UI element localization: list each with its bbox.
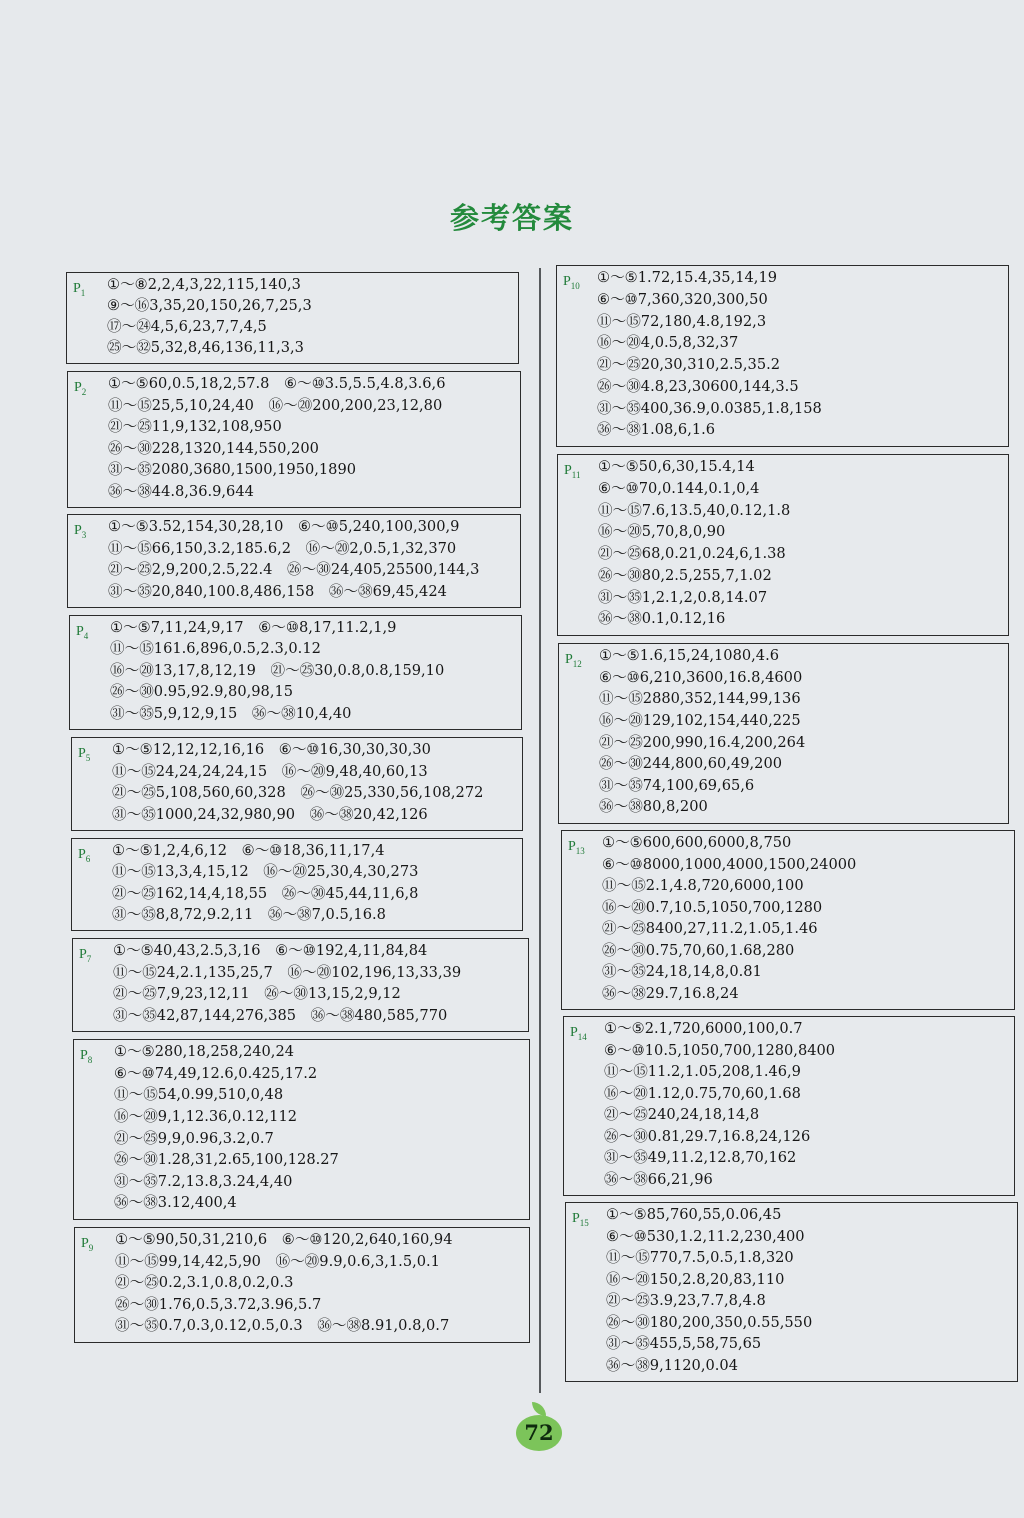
answer-box-p1: [66, 272, 519, 364]
answer-line: ㉛～㉟42,87,144,276,385 ㊱～㊳480,585,770: [113, 1006, 448, 1024]
answer-line: ㉑～㉕200,990,16.4,200,264: [599, 733, 806, 751]
answer-line: ㉑～㉕68,0.21,0.24,6,1.38: [598, 545, 786, 562]
page-ref-number: 6: [85, 853, 91, 864]
answer-line: ㉖～㉚1.76,0.5,3.72,3.96,5.7: [115, 1295, 322, 1313]
page-ref-letter: P: [79, 947, 87, 962]
answer-line: ⑯～⑳9,1,12.36,0.12,112: [114, 1107, 298, 1125]
answer-line: ㉑～㉕162,14,4,18,55 ㉖～㉚45,44,11,6,8: [112, 884, 419, 902]
page-ref-letter: P: [570, 1025, 578, 1040]
answer-line: ㉑～㉕3.9,23,7.7,8,4.8: [606, 1292, 766, 1309]
answer-box-p5: [71, 737, 523, 831]
answer-box-p15: [565, 1202, 1018, 1382]
answer-line: ㊱～㊳9,1120,0.04: [606, 1356, 738, 1374]
answer-line: ㊱～㊳0.1,0.12,16: [598, 610, 726, 628]
answer-line: ①～⑤2.1,720,6000,100,0.7: [604, 1020, 803, 1037]
answer-line: ㊱～㊳66,21,96: [604, 1170, 713, 1188]
page-ref-label: [81, 1236, 93, 1253]
answer-line: ⑥～⑩7,360,320,300,50: [597, 290, 768, 308]
answer-box-p6: [71, 838, 523, 931]
page-ref-number: 7: [86, 953, 92, 964]
answer-line: ⑪～⑮2880,352,144,99,136: [599, 690, 801, 708]
page-ref-letter: P: [76, 624, 84, 639]
page-ref-letter: P: [563, 274, 571, 289]
answer-line: ⑪～⑮24,2.1,135,25,7 ⑯～⑳102,196,13,33,39: [113, 963, 462, 981]
answer-line: ㉛～㉟2080,3680,1500,1950,1890: [108, 461, 357, 478]
answer-line: ㉛～㉟7.2,13.8,3.24,4,40: [114, 1172, 293, 1190]
answer-box-p14: [563, 1016, 1015, 1196]
answer-box-p8: [73, 1039, 530, 1220]
answer-line: ⑥～⑩70,0.144,0.1,0,4: [598, 479, 760, 497]
answer-box-p11: [557, 454, 1009, 636]
page-ref-number: 2: [81, 386, 87, 397]
page-title: 参考答案: [449, 201, 574, 235]
page-ref-label: [564, 463, 580, 480]
answer-line: ㉖～㉚180,200,350,0.55,550: [606, 1313, 813, 1331]
answer-line: ㉑～㉕11,9,132,108,950: [108, 418, 282, 435]
answer-box-p13: [561, 830, 1015, 1010]
answer-line: ㉑～㉕2,9,200,2.5,22.4 ㉖～㉚24,405,25500,144,3: [108, 561, 480, 578]
answer-line: ①～⑤12,12,12,16,16 ⑥～⑩16,30,30,30,30: [112, 741, 431, 758]
answer-line: ⑥～⑩6,210,3600,16.8,4600: [599, 668, 803, 686]
answer-line: ①～⑧2,2,4,3,22,115,140,3: [107, 276, 301, 293]
answer-line: ㉑～㉕9,9,0.96,3.2,0.7: [114, 1129, 274, 1147]
answer-line: ⑪～⑮66,150,3.2,185.6,2 ⑯～⑳2,0.5,1,32,370: [108, 539, 457, 557]
answer-line: ①～⑤90,50,31,210,6 ⑥～⑩120,2,640,160,94: [115, 1231, 453, 1248]
answer-line: ⑪～⑮99,14,42,5,90 ⑯～⑳9.9,0.6,3,1.5,0.1: [115, 1252, 440, 1270]
page-ref-number: 15: [579, 1217, 589, 1228]
page-ref-number: 1: [80, 287, 86, 298]
answer-line: ⑪～⑮13,3,4,15,12 ⑯～⑳25,30,4,30,273: [112, 863, 419, 881]
answer-line: ㉖～㉚228,1320,144,550,200: [108, 439, 319, 457]
page-ref-letter: P: [74, 380, 82, 395]
answer-line: ㉖～㉚0.81,29.7,16.8,24,126: [604, 1127, 811, 1145]
answer-box-p9: [74, 1227, 530, 1343]
page-ref-letter: P: [81, 1236, 89, 1251]
page-ref-label: [74, 380, 86, 397]
answer-line: ⑥～⑩530,1.2,11.2,230,400: [606, 1227, 805, 1245]
page-ref-number: 3: [81, 529, 87, 540]
answer-box-p7: [72, 938, 529, 1032]
page-ref-letter: P: [564, 463, 572, 478]
answer-box-p3: [67, 514, 521, 608]
answer-box-p10: [556, 265, 1009, 447]
page-ref-letter: P: [78, 847, 86, 862]
answer-line: ㊱～㊳44.8,36.9,644: [108, 482, 254, 500]
answer-line: ⑰～㉔4,5,6,23,7,7,4,5: [107, 318, 267, 335]
answer-line: ⑯～⑳4,0.5,8,32,37: [597, 334, 739, 352]
answer-line: ㉖～㉚0.95,92.9,80,98,15: [110, 683, 294, 701]
leaf-icon: [532, 1402, 546, 1416]
page-ref-label: [79, 947, 91, 964]
answer-line: ①～⑤7,11,24,9,17 ⑥～⑩8,17,11.2,1,9: [110, 619, 397, 636]
answer-line: ①～⑤600,600,6000,8,750: [602, 834, 792, 851]
answer-line: ㊱～㊳3.12,400,4: [114, 1194, 237, 1212]
page-ref-letter: P: [572, 1211, 580, 1226]
answer-line: ⑪～⑮24,24,24,24,15 ⑯～⑳9,48,40,60,13: [112, 762, 428, 780]
answer-line: ㉑～㉕240,24,18,14,8: [604, 1106, 760, 1123]
page-ref-label: [565, 652, 582, 669]
page-ref-letter: P: [80, 1048, 88, 1063]
answer-line: ㉕～㉜5,32,8,46,136,11,3,3: [107, 339, 304, 356]
answer-box-p2: [67, 371, 521, 508]
answer-line: ㉛～㉟5,9,12,9,15 ㊱～㊳10,4,40: [110, 704, 352, 722]
answer-line: ㊱～㊳80,8,200: [599, 798, 708, 816]
answer-line: ㉖～㉚244,800,60,49,200: [599, 755, 783, 773]
answer-line: ⑯～⑳0.7,10.5,1050,700,1280: [602, 898, 823, 916]
answer-line: ①～⑤50,6,30,15.4,14: [598, 458, 755, 475]
page-ref-label: [563, 274, 580, 291]
page-ref-number: 11: [571, 469, 581, 480]
answer-line: ㉖～㉚4.8,23,30600,144,3.5: [597, 377, 799, 395]
page-ref-number: 13: [575, 845, 585, 856]
page-ref-number: 4: [83, 630, 89, 641]
answer-line: ⑪～⑮161.6,896,0.5,2.3,0.12: [110, 640, 336, 658]
answer-line: ①～⑤60,0.5,18,2,57.8 ⑥～⑩3.5,5.5,4.8,3.6,6: [108, 375, 446, 392]
answer-line: ㉖～㉚0.75,70,60,1.68,280: [602, 941, 795, 959]
answer-line: ⑯～⑳129,102,154,440,225: [599, 711, 801, 729]
answer-line: ⑯～⑳13,17,8,12,19 ㉑～㉕30,0.8,0.8,159,10: [110, 661, 445, 679]
answer-line: ⑯～⑳1.12,0.75,70,60,1.68: [604, 1084, 801, 1102]
page-ref-number: 10: [570, 280, 580, 291]
page-ref-number: 9: [88, 1242, 94, 1253]
answer-line: ㉖～㉚80,2.5,255,7,1.02: [598, 566, 772, 584]
answer-line: ㉛～㉟1000,24,32,980,90 ㊱～㊳20,42,126: [112, 805, 428, 823]
answer-line: ⑥～⑩10.5,1050,700,1280,8400: [604, 1041, 836, 1059]
answer-line: ㉛～㉟20,840,100.8,486,158 ㊱～㊳69,45,424: [108, 582, 447, 600]
answer-line: ⑯～⑳150,2.8,20,83,110: [606, 1270, 785, 1288]
answer-line: ①～⑤1,2,4,6,12 ⑥～⑩18,36,11,17,4: [112, 842, 385, 859]
page-ref-number: 8: [87, 1054, 93, 1065]
page-number-badge: [510, 1408, 570, 1458]
page-ref-label: [76, 624, 88, 641]
answer-line: ㉑～㉕7,9,23,12,11 ㉖～㉚13,15,2,9,12: [113, 985, 401, 1002]
page-ref-label: [572, 1211, 589, 1228]
answer-line: ①～⑤1.6,15,24,1080,4.6: [599, 647, 780, 664]
answer-line: ①～⑤40,43,2.5,3,16 ⑥～⑩192,4,11,84,84: [113, 942, 428, 959]
page-number: 72: [516, 1415, 562, 1451]
answer-line: ㉛～㉟74,100,69,65,6: [599, 776, 755, 794]
answer-line: ⑪～⑮54,0.99,510,0,48: [114, 1086, 284, 1104]
page-ref-label: [78, 746, 90, 763]
answer-line: ㉛～㉟400,36.9,0.0385,1.8,158: [597, 399, 822, 417]
answer-line: ㉛～㉟455,5,58,75,65: [606, 1335, 762, 1352]
page-ref-letter: P: [565, 652, 573, 667]
answer-line: ㊱～㊳1.08,6,1.6: [597, 421, 716, 439]
page-ref-label: [570, 1025, 587, 1042]
answer-line: ⑪～⑮72,180,4.8,192,3: [597, 312, 767, 330]
answer-line: ㉛～㉟24,18,14,8,0.81: [602, 963, 762, 980]
answer-line: ㉛～㉟0.7,0.3,0.12,0.5,0.3 ㊱～㊳8.91,0.8,0.7: [115, 1317, 450, 1335]
page-ref-letter: P: [74, 523, 82, 538]
answer-line: ⑪～⑮770,7.5,0.5,1.8,320: [606, 1249, 794, 1266]
answer-line: ㉛～㉟49,11.2,12.8,70,162: [604, 1149, 797, 1166]
answer-line: ㉛～㉟8,8,72,9.2,11 ㊱～㊳7,0.5,16.8: [112, 905, 386, 923]
page-ref-letter: P: [73, 281, 81, 296]
answer-line: ①～⑤280,18,258,240,24: [114, 1043, 295, 1060]
page-ref-label: [568, 839, 585, 856]
answer-line: ⑪～⑮7.6,13.5,40,0.12,1.8: [598, 501, 791, 519]
page-ref-label: [73, 281, 85, 298]
answer-line: ㉖～㉚1.28,31,2.65,100,128.27: [114, 1151, 339, 1169]
answer-box-p4: [69, 615, 522, 730]
answer-line: ⑯～⑳5,70,8,0,90: [598, 523, 726, 541]
page-ref-letter: P: [568, 839, 576, 854]
answer-line: ⑥～⑩74,49,12.6,0.425,17.2: [114, 1064, 318, 1082]
page-ref-number: 14: [577, 1031, 587, 1042]
answer-line: ⑥～⑩8000,1000,4000,1500,24000: [602, 855, 857, 873]
answer-line: ㉑～㉕5,108,560,60,328 ㉖～㉚25,330,56,108,272: [112, 784, 484, 801]
page-ref-label: [80, 1048, 92, 1065]
answer-line: ⑨～⑯3,35,20,150,26,7,25,3: [107, 297, 312, 314]
answer-line: ⑪～⑮25,5,10,24,40 ⑯～⑳200,200,23,12,80: [108, 396, 443, 414]
answer-line: ㉑～㉕8400,27,11.2,1.05,1.46: [602, 920, 818, 937]
answer-line: ㉛～㉟1,2.1,2,0.8,14.07: [598, 588, 768, 606]
answer-line: ⑪～⑮2.1,4.8,720,6000,100: [602, 877, 804, 894]
answer-line: ㊱～㊳29.7,16.8,24: [602, 984, 739, 1002]
page-ref-number: 12: [572, 658, 582, 669]
answer-line: ①～⑤85,760,55,0.06,45: [606, 1206, 782, 1223]
answer-line: ①～⑤3.52,154,30,28,10 ⑥～⑩5,240,100,300,9: [108, 518, 460, 535]
page-ref-number: 5: [85, 752, 91, 763]
answer-line: ⑪～⑮11.2,1.05,208,1.46,9: [604, 1063, 801, 1080]
page-ref-letter: P: [78, 746, 86, 761]
answer-line: ㉑～㉕20,30,310,2.5,35.2: [597, 356, 781, 373]
page-ref-label: [74, 523, 86, 540]
answer-box-p12: [558, 643, 1009, 824]
column-divider: [539, 268, 541, 1393]
page-ref-label: [78, 847, 90, 864]
answer-line: ㉑～㉕0.2,3.1,0.8,0.2,0.3: [115, 1274, 294, 1292]
answer-line: ①～⑤1.72,15.4,35,14,19: [597, 269, 778, 286]
